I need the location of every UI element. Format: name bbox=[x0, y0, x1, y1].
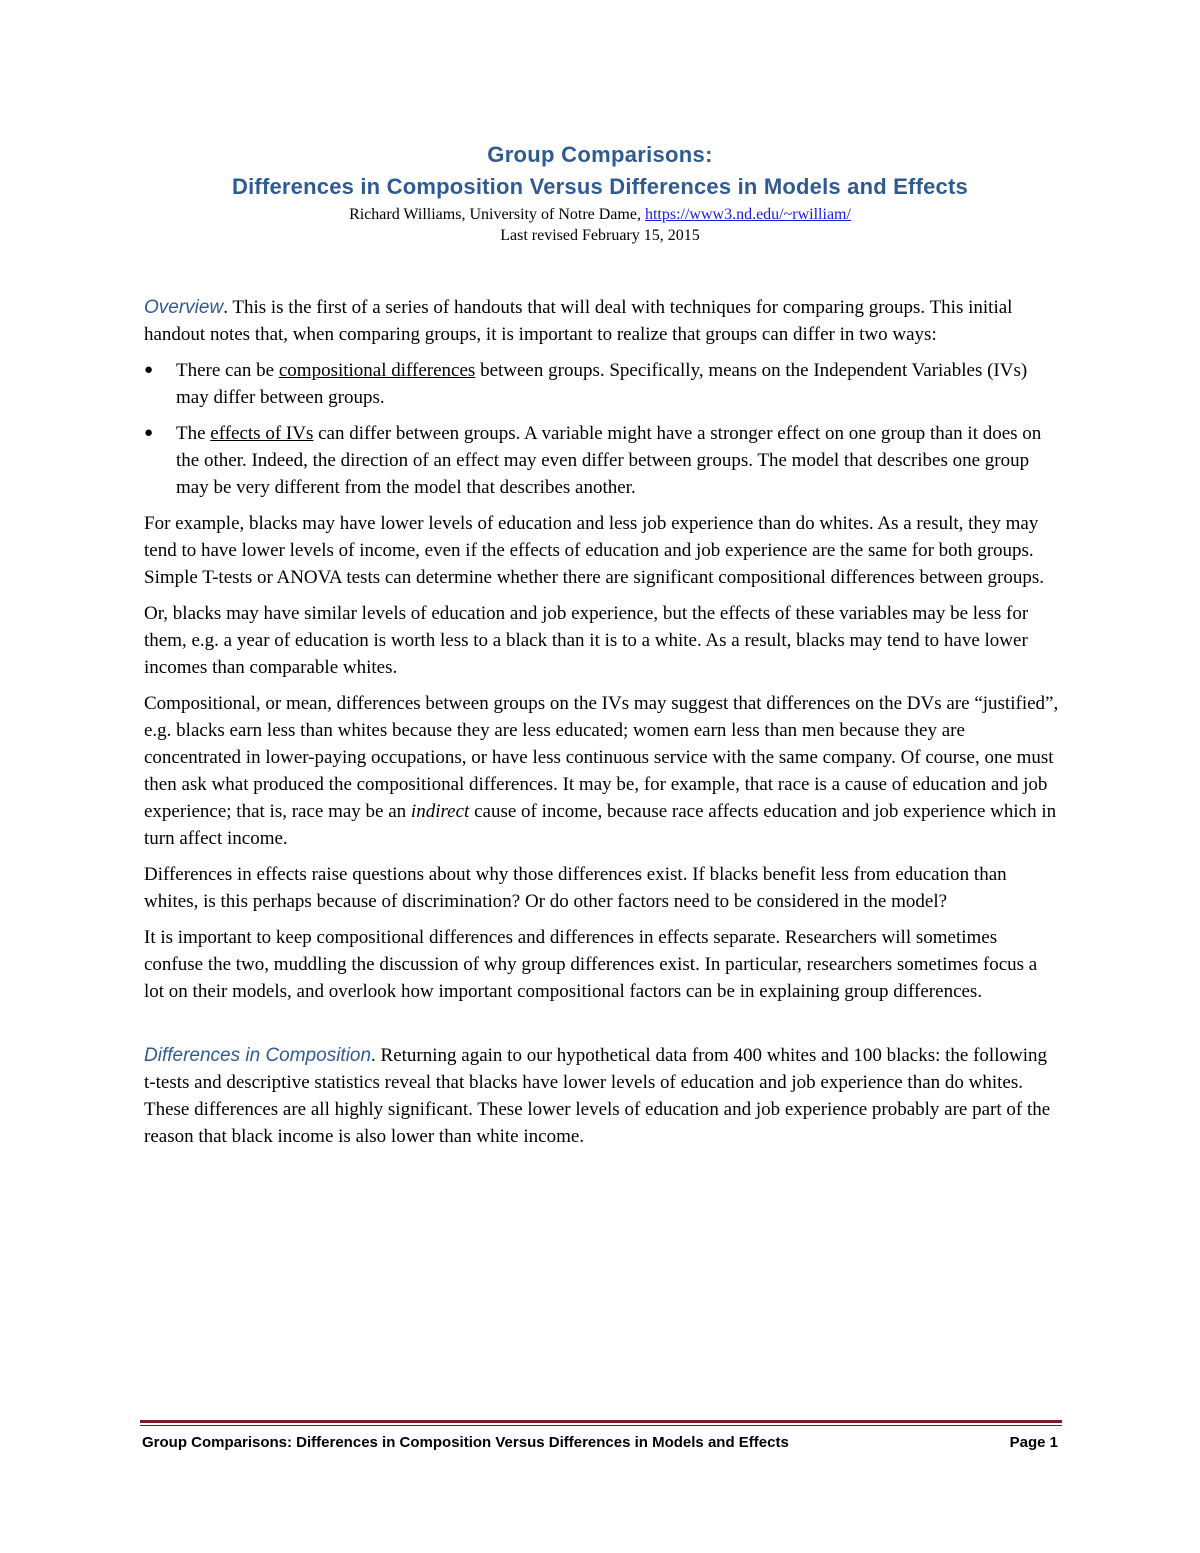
page-footer bbox=[142, 1434, 1058, 1451]
paragraph-differences-in-effects: Differences in effects raise questions about why those differences exist. If blacks benefit less from education than whites, is this perhaps because of discrimination? Or do other factors need to be considered in the model? bbox=[144, 864, 1007, 912]
page-number: Page 1 bbox=[1009, 1434, 1058, 1451]
footer-rule-thick bbox=[140, 1420, 1062, 1423]
overview-paragraph bbox=[144, 294, 1059, 348]
bullet-icon: ● bbox=[144, 425, 154, 441]
emphasis-indirect: indirect bbox=[410, 801, 470, 822]
paragraph-similar-levels: Or, blacks may have similar levels of education and job experience, but the effects of these variables may be less for them, e.g. a year of education is worth less to a black than it is to a white. As a result, blacks may tend to have lower incomes than comparable whites. bbox=[144, 603, 1029, 678]
paragraph-text: Compositional, or mean, differences between groups on the IVs may suggest that differences on the DVs are “justified”, e.g. blacks earn less than whites because they are less educated; women earn less than men because they are concentrated in lower-paying occupations, or have less continuous service with the same company. Of course, one must then ask what produced the compositional differences. It may be, for example, that race is a cause of education and job experience; that is, race may be an bbox=[144, 693, 1059, 822]
author-line bbox=[140, 204, 1060, 225]
paragraph-example: For example, blacks may have lower levels of education and less job experience than do whites. As a result, they may tend to have lower levels of income, even if the effects of education and job experience are the same for both groups. Simple T-tests or ANOVA tests can determine whether there are significant compositional differences between groups. bbox=[144, 513, 1044, 588]
bullet-item-compositional bbox=[144, 357, 1059, 411]
composition-text: . Returning again to our hypothetical data from 400 whites and 100 blacks: the following t-tests and descriptive statistics reveal that blacks have lower levels of education and job experience than do whites. These differences are all highly significant. These lower levels of education and job experience probably are part of the reason that black income is also lower than white income. bbox=[144, 1045, 1051, 1147]
title-line-2: Differences in Composition Versus Differences in Models and Effects bbox=[232, 174, 968, 199]
footer-rule-thin bbox=[140, 1425, 1062, 1426]
bullet-text-pre: There can be bbox=[176, 360, 279, 381]
bullet-underlined-term: effects of IVs bbox=[210, 423, 314, 444]
composition-paragraph bbox=[144, 1042, 1059, 1150]
paragraph-text: cause of income, because race affects education and job experience which in turn affect income. bbox=[144, 801, 1057, 849]
paragraph-compositional bbox=[144, 690, 1059, 852]
footer-title: Group Comparisons: Differences in Composition Versus Differences in Models and Effects bbox=[142, 1434, 789, 1451]
footer-rule bbox=[140, 1420, 1062, 1426]
revised-date: Last revised February 15, 2015 bbox=[500, 227, 700, 244]
bullet-icon: ● bbox=[144, 362, 154, 378]
bullet-list bbox=[144, 357, 1059, 501]
bullet-text-post: can differ between groups. A variable might have a stronger effect on one group than it does on the other. Indeed, the direction of an effect may even differ between groups. The model that describes one group may be very different from the model that describes another. bbox=[176, 423, 1042, 498]
bullet-text-post: between groups. Specifically, means on the Independent Variables (IVs) may differ between groups. bbox=[176, 360, 1028, 408]
title-line-1: Group Comparisons: bbox=[487, 142, 713, 167]
author-link[interactable]: https://www3.nd.edu/~rwilliam/ bbox=[644, 206, 851, 223]
section-spacer bbox=[144, 1014, 1059, 1042]
document-body bbox=[144, 294, 1059, 1159]
document-header bbox=[140, 140, 1060, 246]
overview-text: . This is the first of a series of handouts that will deal with techniques for comparing groups. This initial handout notes that, when comparing groups, it is important to realize that groups can differ in two ways: bbox=[144, 297, 1013, 345]
bullet-item-effects bbox=[144, 420, 1059, 501]
bullet-text-pre: The bbox=[176, 423, 211, 444]
composition-lead: Differences in Composition bbox=[144, 1045, 372, 1066]
author-text: Richard Williams, University of Notre Dame, bbox=[349, 206, 645, 223]
overview-lead: Overview bbox=[144, 297, 224, 318]
bullet-underlined-term: compositional differences bbox=[278, 360, 476, 381]
paragraph-keep-separate: It is important to keep compositional differences and differences in effects separate. Researchers will sometimes confuse the two, muddling the discussion of why group differences exist. In particular, researchers sometimes focus a lot on their models, and overlook how important compositional factors can be in explaining group differences. bbox=[144, 927, 1038, 1002]
